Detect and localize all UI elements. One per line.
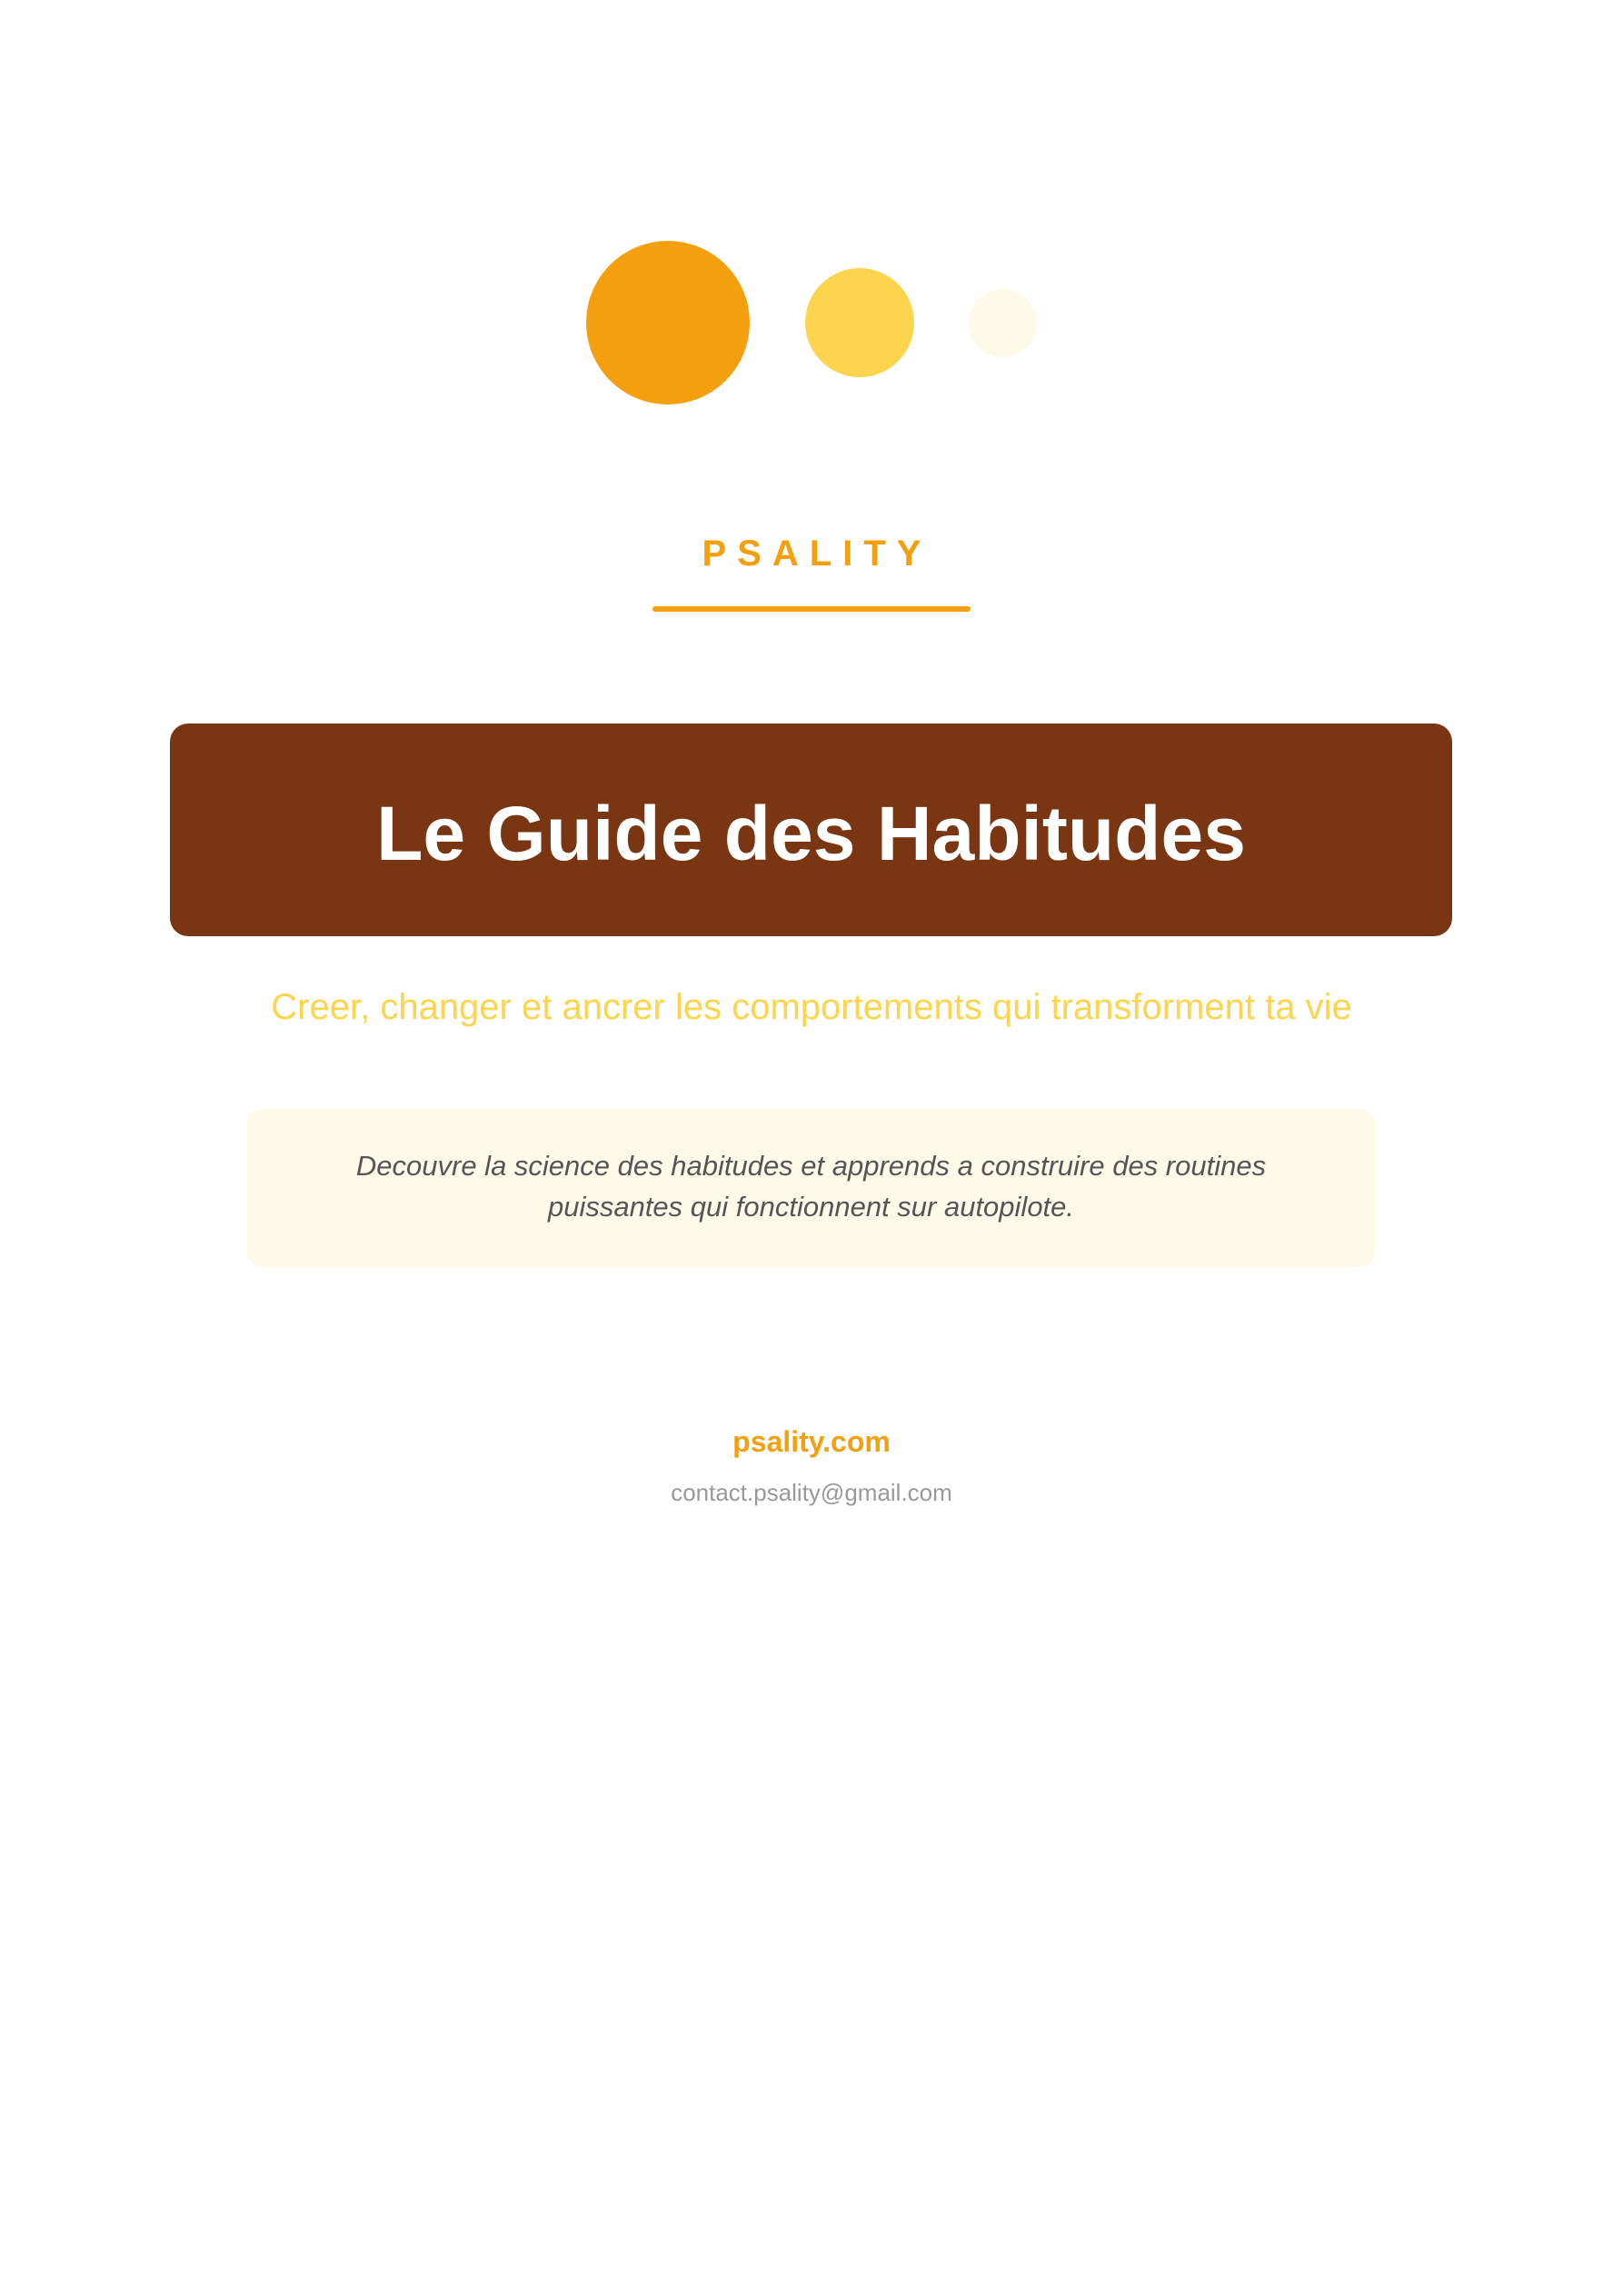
intro-text-line-2: puissantes qui fonctionnent sur autopilote. xyxy=(547,1191,1075,1223)
contact-email: contact.psality@gmail.com xyxy=(671,1479,952,1506)
intro-callout xyxy=(247,1109,1375,1267)
intro-text-line-1: Decouvre la science des habitudes et apprends a construire des routines xyxy=(355,1150,1267,1182)
subtitle: Creer, changer et ancrer les comportements qui transforment ta vie xyxy=(271,987,1352,1027)
website-link[interactable]: psality.com xyxy=(732,1425,891,1458)
decorative-circle-small xyxy=(969,289,1037,357)
decorative-circle-medium xyxy=(805,268,914,377)
brand-name: PSALITY xyxy=(702,534,932,574)
title-banner xyxy=(170,724,1452,936)
page-title: Le Guide des Habitudes xyxy=(376,791,1246,876)
brand-underline-divider xyxy=(652,606,971,612)
decorative-circle-large xyxy=(586,241,750,404)
